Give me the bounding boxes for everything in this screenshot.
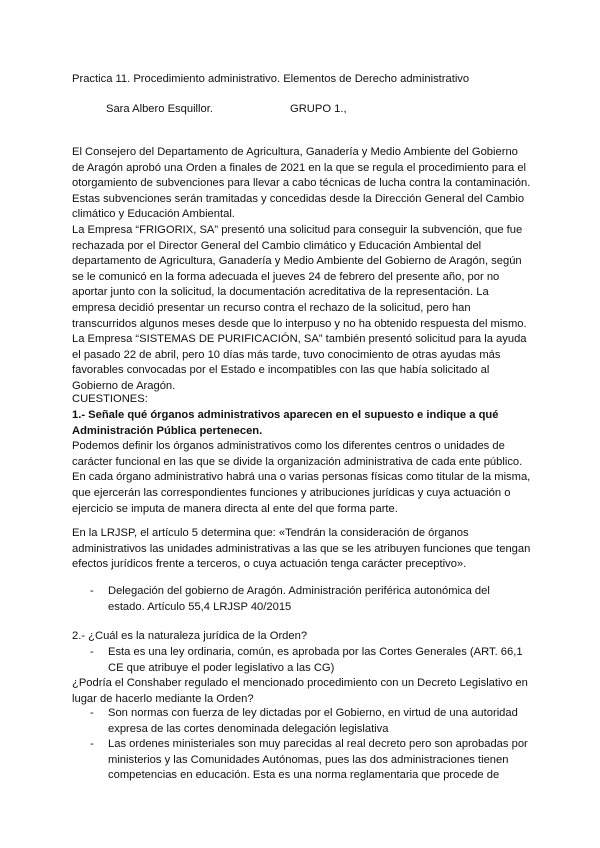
text-line: empresa decidió presentar un recurso contra el rechazo de la solicitud, pero han: [72, 301, 471, 314]
text-line: se le comunicó en la forma adecuada el jueves 24 de febrero del presente año, por no: [72, 270, 500, 283]
text-line: La Empresa “SISTEMAS DE PURIFICACIÓN, SA” también presentó solicitud para la ayuda: [72, 333, 527, 346]
text-line: CE que atribuye el poder legislativo a las CG): [108, 661, 335, 674]
text-line: efectos jurídicos frente a terceros, o cuya actuación tenga carácter preceptivo».: [72, 558, 467, 571]
text-line: estado. Artículo 55,4 LRJSP 40/2015: [108, 600, 292, 613]
text-line: el pasado 22 de abril, pero 10 días más tarde, tuvo conocimiento de otras ayudas más: [72, 348, 501, 361]
text-line: carácter funcional en las que se divide la organización administrativa de cada ente público.: [72, 455, 523, 468]
question-1-title: 1.- Señale qué órganos administrativos aparecen en el supuesto e indique a qué: [72, 409, 499, 421]
list-item: [90, 584, 530, 615]
questions-heading: CUESTIONES:: [72, 393, 148, 405]
document-title: Practica 11. Procedimiento administrativo. Elementos de Derecho administrativo: [72, 73, 470, 85]
text-line: ministerios y las Comunidades Autónomas, pues las dos administraciones tienen: [108, 753, 509, 766]
text-line: expresa de las cortes denominada delegación legislativa: [108, 722, 389, 735]
text-line: competencias en educación. Esta es una norma reglamentaria que procede de: [108, 769, 500, 782]
text-line: En cada órgano administrativo habrá una o varias personas físicas como titular de la misma,: [72, 471, 531, 484]
text-line: En la LRJSP, el artículo 5 determina que: «Tendrán la consideración de órganos: [72, 527, 469, 539]
text-line: Las ordenes ministeriales son muy parecidas al real decreto pero son aprobadas por: [108, 738, 528, 751]
text-line: climático y Educación Ambiental.: [72, 208, 235, 221]
text-line: aportar junto con la solicitud, la documentación acreditativa de la representación. La: [72, 286, 489, 299]
list-item: [90, 706, 530, 737]
bullet-dash: -: [90, 707, 94, 719]
list-item: [90, 645, 530, 676]
text-line: El Consejero del Departamento de Agricultura, Ganadería y Medio Ambiente del Gobierno: [72, 146, 518, 158]
text-line: departamento de Agricultura, Ganadería y Medio Ambiente del Gobierno de Aragón, según: [72, 255, 522, 268]
text-line: Podemos definir los órganos administrativos como los diferentes centros o unidades de: [72, 440, 505, 453]
group-label: GRUPO 1.,: [290, 103, 347, 115]
text-line: Estas subvenciones serán tramitadas y concedidas desde la Dirección General del Cambio: [72, 192, 525, 205]
question-1-title: Administración Pública pertenecen.: [72, 424, 263, 437]
bullet-list: [90, 645, 530, 676]
bullet-list: [90, 584, 530, 615]
case-statement: [72, 145, 532, 395]
text-line: rechazada por el Director General del Cambio climático y Educación Ambiental del: [72, 239, 482, 252]
question-1: [72, 408, 532, 517]
text-line: administrativos las unidades administrativas a las que se les atribuyen funciones que tengan: [72, 542, 531, 555]
text-line: que ejercerán las correspondientes funciones y atribuciones jurídicas y cuya actuación o: [72, 486, 511, 499]
text-line: ¿Podría el Conshaber regulado el mencionado procedimiento con un Decreto Legislativo en: [72, 677, 528, 689]
text-line: La Empresa “FRIGORIX, SA” presentó una solicitud para conseguir la subvención, que fue: [72, 223, 523, 236]
text-line: Delegación del gobierno de Aragón. Administración periférica autonómica del: [108, 585, 490, 597]
text-line: otorgamiento de subvenciones para llevar a cabo técnicas de lucha contra la contaminación.: [72, 177, 531, 190]
text-line: Gobierno de Aragón.: [72, 379, 176, 392]
text-line: ejercicio se imputa de manera directa al ente del que forma parte.: [72, 502, 398, 515]
list-item: [90, 737, 530, 784]
lrjsp-paragraph: [72, 526, 532, 573]
text-line: favorables convocadas por el Estado e incompatibles con las que había solicitado al: [72, 364, 490, 377]
text-line: transcurridos algunos meses desde que lo interpuso y no ha obtenido respuesta del mismo.: [72, 317, 527, 330]
bullet-dash: -: [90, 585, 94, 597]
question-3: [72, 676, 532, 707]
bullet-list: [90, 706, 530, 784]
author-name: Sara Albero Esquillor.: [106, 103, 213, 115]
text-line: Son normas con fuerza de ley dictadas por el Gobierno, en virtud de una autoridad: [108, 707, 518, 719]
bullet-dash: -: [90, 738, 94, 751]
text-line: de Aragón aprobó una Orden a finales de 2021 en la que se regula el procedimiento para el: [72, 161, 527, 174]
bullet-dash: -: [90, 646, 94, 658]
question-2: 2.- ¿Cuál es la naturaleza jurídica de la Orden?: [72, 630, 308, 642]
text-line: lugar de hacerlo mediante la Orden?: [72, 692, 254, 705]
text-line: Esta es una ley ordinaria, común, es aprobada por las Cortes Generales (ART. 66,1: [108, 646, 523, 658]
